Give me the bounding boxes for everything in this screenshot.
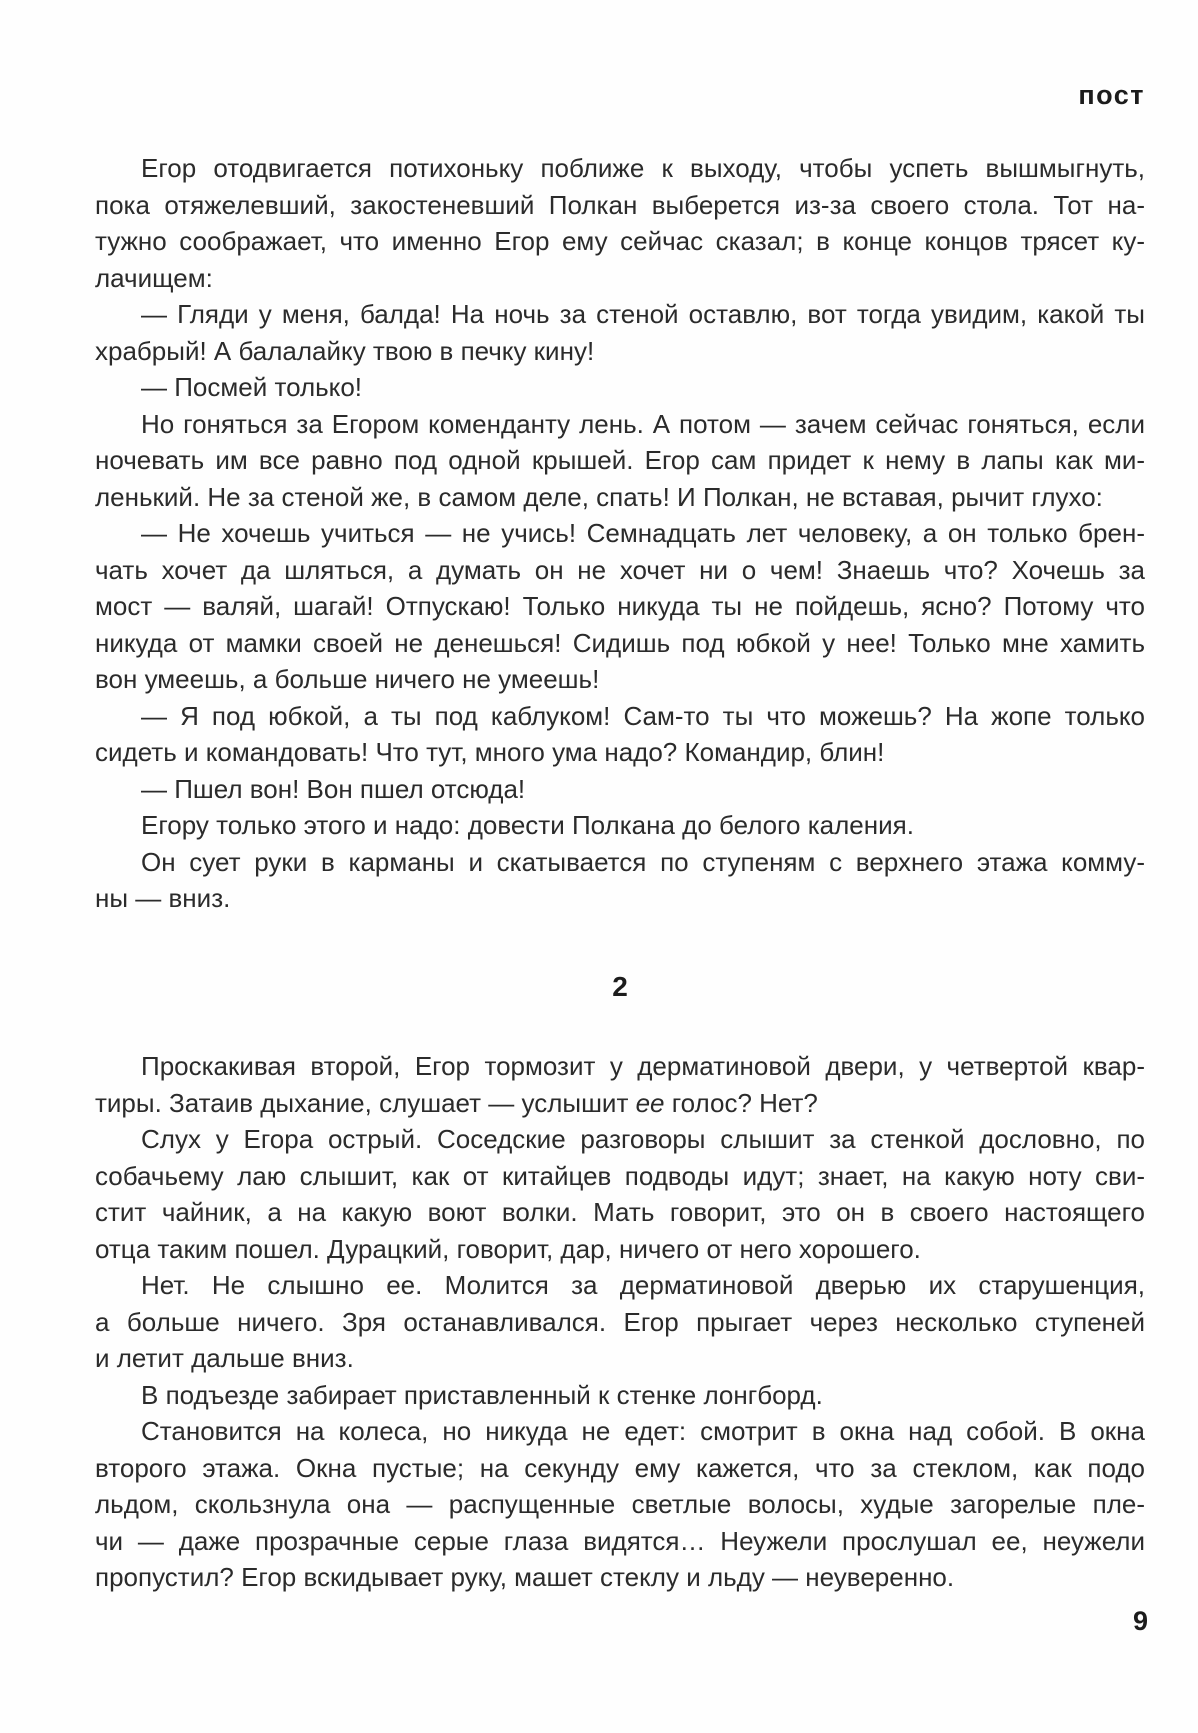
text-line: ночевать им все равно под одной крышей. Егор сам придет к нему в лапы как ми- [95,445,1145,475]
text-line: Проскакивая второй, Егор тормозит у дерматиновой двери, у четвертой квар- [141,1051,1145,1081]
text-line: чи — даже прозрачные серые глаза видятся… Неужели прослушал ее, неужели [95,1525,1145,1556]
running-header: пост [1078,80,1145,110]
paragraph [95,369,1145,406]
text-line: пока отяжелевший, закостеневший Полкан выберется из-за своего стола. Тот на- [95,189,1145,220]
text-line: мост — валяй, шагай! Отпускаю! Только никуда ты не пойдешь, ясно? Потому что [95,591,1145,621]
text-line: чать хочет да шляться, а думать он не хочет ни о чем! Знаешь что? Хочешь за [95,554,1145,585]
text-line: тужно соображает, что именно Егор ему сейчас сказал; в конце концов трясет ку- [95,226,1145,256]
text-line: Егор отодвигается потихоньку поближе к выходу, чтобы успеть вышмыгнуть, [141,153,1145,183]
text-line: сидеть и командовать! Что тут, много ума надо? Командир, блин! [95,737,885,767]
text-line: никуда от мамки своей не денешься! Сидишь под юбкой у нее! Только мне хамить [95,627,1145,658]
paragraph [95,1267,1145,1377]
paragraph [95,844,1145,917]
text-line: Слух у Егора острый. Соседские разговоры слышит за стенкой дословно, по [141,1124,1145,1154]
paragraph [95,1121,1145,1267]
text-line: — Я под юбкой, а ты под каблуком! Сам-то ты что можешь? На жопе только [141,700,1145,731]
text-line: Егору только этого и надо: довести Полкана до белого каления. [141,810,914,840]
text-line: собачьему лаю слышит, как от китайцев подводы идут; знает, на какую ноту сви- [95,1160,1145,1191]
text-line: Становится на колеса, но никуда не едет: смотрит в окна над собой. В окна [141,1416,1145,1446]
text-line: второго этажа. Окна пустые; на секунду ему кажется, что за стеклом, как подо [95,1452,1145,1483]
paragraph [95,771,1145,808]
paragraph [95,406,1145,516]
text-line: пропустил? Егор вскидывает руку, машет стеклу и льду — неуверенно. [95,1562,955,1592]
text-line: — Не хочешь учиться — не учись! Семнадцать лет человеку, а он только брен- [141,518,1145,548]
text-line: а больше ничего. Зря останавливался. Егор прыгает через несколько ступеней [95,1306,1145,1337]
text-line: лачищем: [95,262,213,293]
text-line: — Посмей только! [141,372,363,402]
text-line: тиры. Затаив дыхание, слушает — услышит ее голос? Нет? [95,1087,818,1118]
text-line: — Гляди у меня, балда! На ночь за стеной оставлю, вот тогда увидим, какой ты [141,299,1145,329]
paragraph [95,1377,1145,1414]
text-line: ны — вниз. [95,883,231,913]
text-line: льдом, скользнула она — распущенные светлые волосы, худые загорелые пле- [95,1489,1145,1519]
text-line: стит чайник, а на какую воют волки. Мать говорит, это он в своего настоящего [95,1197,1145,1227]
text-line: Нет. Не слышно ее. Молится за дерматиновой дверью их старушенция, [141,1270,1145,1300]
page-number: 9 [1132,1606,1148,1636]
text-line: Он сует руки в карманы и скатывается по ступеням с верхнего этажа комму- [141,846,1145,877]
paragraph [95,515,1145,698]
paragraph [95,1413,1145,1596]
text-line: вон умеешь, а больше ничего не умеешь! [95,664,600,694]
paragraph [95,296,1145,369]
text-line: ленький. Не за стеной же, в самом деле, спать! И Полкан, не вставая, рычит глухо: [95,481,1103,512]
paragraph [95,150,1145,296]
paragraph [95,807,1145,844]
section-heading: 2 [612,970,628,1002]
text-line: храбрый! А балалайку твою в печку кину! [95,335,595,366]
text-line: отца таким пошел. Дурацкий, говорит, дар, ничего от него хорошего. [95,1233,921,1264]
paragraph [95,698,1145,771]
page-body [95,150,1145,1596]
text-line: — Пшел вон! Вон пшел отсюда! [141,773,526,804]
text-line: и летит дальше вниз. [95,1343,354,1373]
text-line: Но гоняться за Егором коменданту лень. А потом — зачем сейчас гоняться, если [141,408,1145,439]
paragraph [95,1048,1145,1121]
text-line: В подъезде забирает приставленный к стенке лонгборд. [141,1379,823,1410]
